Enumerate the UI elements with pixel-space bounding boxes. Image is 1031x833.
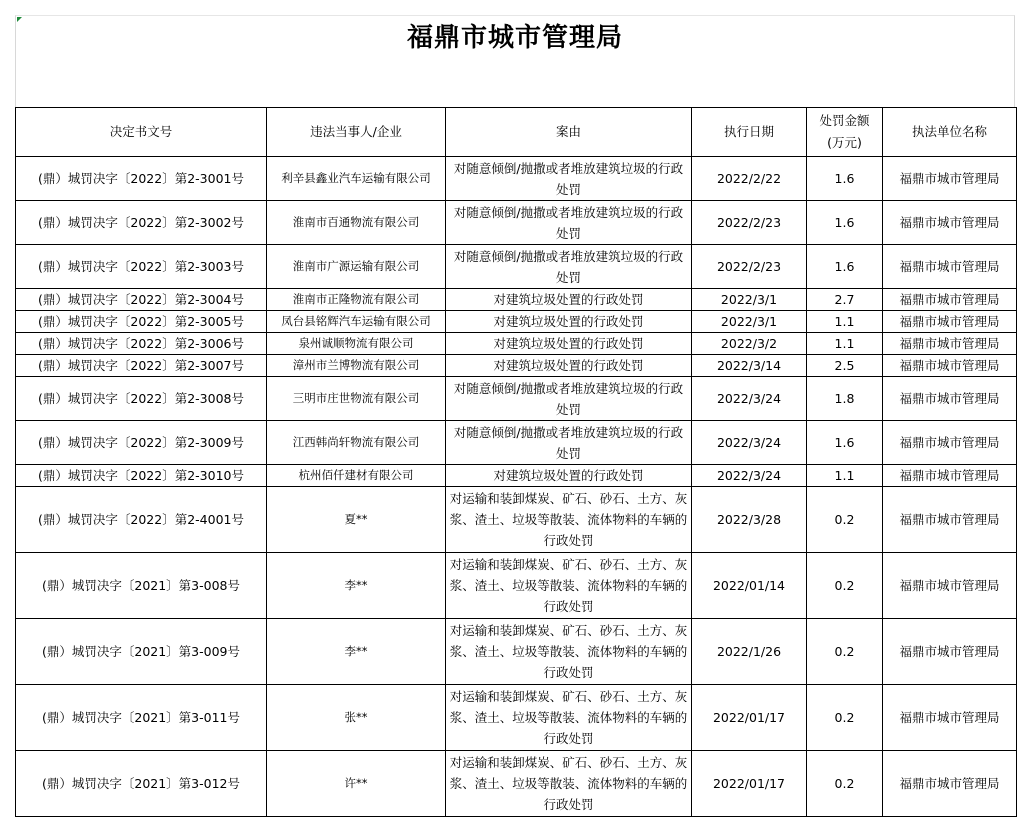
cell-party: 李** [267,553,446,619]
cell-party: 许** [267,751,446,817]
cell-amount: 2.7 [807,289,883,311]
cell-reason: 对建筑垃圾处置的行政处罚 [446,465,692,487]
header-row [16,108,1017,157]
cell-reason: 对随意倾倒/抛撒或者堆放建筑垃圾的行政处罚 [446,377,692,421]
cell-amount: 1.6 [807,157,883,201]
cell-unit: 福鼎市城市管理局 [883,421,1017,465]
spreadsheet [15,15,1015,817]
title-area [15,15,1015,107]
cell-date: 2022/3/14 [692,355,807,377]
cell-party: 漳州市兰博物流有限公司 [267,355,446,377]
header-amount-line2: (万元) [827,135,862,150]
cell-unit: 福鼎市城市管理局 [883,553,1017,619]
cell-date: 2022/3/1 [692,311,807,333]
cell-reason: 对运输和装卸煤炭、矿石、砂石、土方、灰浆、渣土、垃圾等散装、流体物料的车辆的行政处罚 [446,553,692,619]
cell-amount: 1.6 [807,245,883,289]
cell-date: 2022/01/17 [692,685,807,751]
cell-decision-no: (鼎）城罚决字〔2022〕第2-3007号 [16,355,267,377]
table-row [16,289,1017,311]
cell-amount: 1.8 [807,377,883,421]
cell-unit: 福鼎市城市管理局 [883,751,1017,817]
cell-party: 泉州诚顺物流有限公司 [267,333,446,355]
header-reason: 案由 [446,108,692,157]
cell-amount: 1.6 [807,201,883,245]
penalty-table [15,107,1017,817]
cell-reason: 对建筑垃圾处置的行政处罚 [446,355,692,377]
cell-unit: 福鼎市城市管理局 [883,333,1017,355]
cell-party: 江西韩尚轩物流有限公司 [267,421,446,465]
cell-decision-no: (鼎）城罚决字〔2022〕第2-3008号 [16,377,267,421]
cell-reason: 对建筑垃圾处置的行政处罚 [446,289,692,311]
table-row [16,553,1017,619]
cell-decision-no: (鼎）城罚决字〔2021〕第3-009号 [16,619,267,685]
table-row [16,355,1017,377]
cell-party: 李** [267,619,446,685]
cell-decision-no: (鼎）城罚决字〔2021〕第3-011号 [16,685,267,751]
cell-decision-no: (鼎）城罚决字〔2022〕第2-3006号 [16,333,267,355]
cell-amount: 2.5 [807,355,883,377]
cell-decision-no: (鼎）城罚决字〔2022〕第2-3002号 [16,201,267,245]
cell-reason: 对随意倾倒/抛撒或者堆放建筑垃圾的行政处罚 [446,245,692,289]
cell-amount: 0.2 [807,553,883,619]
table-row [16,487,1017,553]
cell-party: 淮南市百通物流有限公司 [267,201,446,245]
table-row [16,157,1017,201]
cell-date: 2022/01/17 [692,751,807,817]
cell-party: 杭州佰仟建材有限公司 [267,465,446,487]
cell-reason: 对建筑垃圾处置的行政处罚 [446,333,692,355]
cell-party: 淮南市广源运输有限公司 [267,245,446,289]
cell-party: 淮南市正隆物流有限公司 [267,289,446,311]
table-row [16,201,1017,245]
cell-decision-no: (鼎）城罚决字〔2022〕第2-3004号 [16,289,267,311]
cell-decision-no: (鼎）城罚决字〔2022〕第2-3005号 [16,311,267,333]
header-party: 违法当事人/企业 [267,108,446,157]
cell-unit: 福鼎市城市管理局 [883,289,1017,311]
cell-unit: 福鼎市城市管理局 [883,685,1017,751]
table-row [16,245,1017,289]
cell-amount: 1.1 [807,333,883,355]
cell-date: 2022/2/22 [692,157,807,201]
cell-unit: 福鼎市城市管理局 [883,377,1017,421]
cell-reason: 对运输和装卸煤炭、矿石、砂石、土方、灰浆、渣土、垃圾等散装、流体物料的车辆的行政处罚 [446,685,692,751]
cell-amount: 1.6 [807,421,883,465]
cell-decision-no: (鼎）城罚决字〔2022〕第2-4001号 [16,487,267,553]
cell-decision-no: (鼎）城罚决字〔2022〕第2-3003号 [16,245,267,289]
cell-unit: 福鼎市城市管理局 [883,245,1017,289]
cell-date: 2022/01/14 [692,553,807,619]
header-decision-no: 决定书文号 [16,108,267,157]
cell-date: 2022/2/23 [692,245,807,289]
cell-unit: 福鼎市城市管理局 [883,619,1017,685]
cell-reason: 对运输和装卸煤炭、矿石、砂石、土方、灰浆、渣土、垃圾等散装、流体物料的车辆的行政处罚 [446,619,692,685]
cell-reason: 对运输和装卸煤炭、矿石、砂石、土方、灰浆、渣土、垃圾等散装、流体物料的车辆的行政处罚 [446,487,692,553]
cell-decision-no: (鼎）城罚决字〔2022〕第2-3010号 [16,465,267,487]
cell-amount: 0.2 [807,685,883,751]
table-row [16,751,1017,817]
table-row [16,619,1017,685]
cell-date: 2022/3/24 [692,421,807,465]
cell-decision-no: (鼎）城罚决字〔2022〕第2-3001号 [16,157,267,201]
page-title: 福鼎市城市管理局 [406,23,623,53]
header-unit: 执法单位名称 [883,108,1017,157]
cell-decision-no: (鼎）城罚决字〔2021〕第3-012号 [16,751,267,817]
cell-amount: 1.1 [807,311,883,333]
table-row [16,685,1017,751]
cell-party: 三明市庄世物流有限公司 [267,377,446,421]
cell-reason: 对运输和装卸煤炭、矿石、砂石、土方、灰浆、渣土、垃圾等散装、流体物料的车辆的行政处罚 [446,751,692,817]
cell-reason: 对随意倾倒/抛撒或者堆放建筑垃圾的行政处罚 [446,421,692,465]
cell-reason: 对随意倾倒/抛撒或者堆放建筑垃圾的行政处罚 [446,157,692,201]
cell-party: 利辛县鑫业汽车运输有限公司 [267,157,446,201]
cell-unit: 福鼎市城市管理局 [883,157,1017,201]
cell-unit: 福鼎市城市管理局 [883,465,1017,487]
cell-reason: 对建筑垃圾处置的行政处罚 [446,311,692,333]
cell-party: 凤台县铭辉汽车运输有限公司 [267,311,446,333]
cell-date: 2022/3/1 [692,289,807,311]
cell-amount: 1.1 [807,465,883,487]
cell-unit: 福鼎市城市管理局 [883,487,1017,553]
cell-amount: 0.2 [807,619,883,685]
cell-party: 夏** [267,487,446,553]
cell-amount: 0.2 [807,487,883,553]
cell-decision-no: (鼎）城罚决字〔2021〕第3-008号 [16,553,267,619]
table-row [16,421,1017,465]
cell-amount: 0.2 [807,751,883,817]
cell-reason: 对随意倾倒/抛撒或者堆放建筑垃圾的行政处罚 [446,201,692,245]
header-amount-line1: 处罚金额 [819,113,870,128]
cell-unit: 福鼎市城市管理局 [883,355,1017,377]
cell-unit: 福鼎市城市管理局 [883,311,1017,333]
table-row [16,377,1017,421]
cell-party: 张** [267,685,446,751]
cell-unit: 福鼎市城市管理局 [883,201,1017,245]
cell-decision-no: (鼎）城罚决字〔2022〕第2-3009号 [16,421,267,465]
table-row [16,465,1017,487]
table-row [16,311,1017,333]
header-amount [807,108,883,157]
table-row [16,333,1017,355]
cell-date: 2022/1/26 [692,619,807,685]
cell-date: 2022/2/23 [692,201,807,245]
cell-date: 2022/3/2 [692,333,807,355]
cell-date: 2022/3/28 [692,487,807,553]
cell-date: 2022/3/24 [692,377,807,421]
cell-date: 2022/3/24 [692,465,807,487]
header-date: 执行日期 [692,108,807,157]
